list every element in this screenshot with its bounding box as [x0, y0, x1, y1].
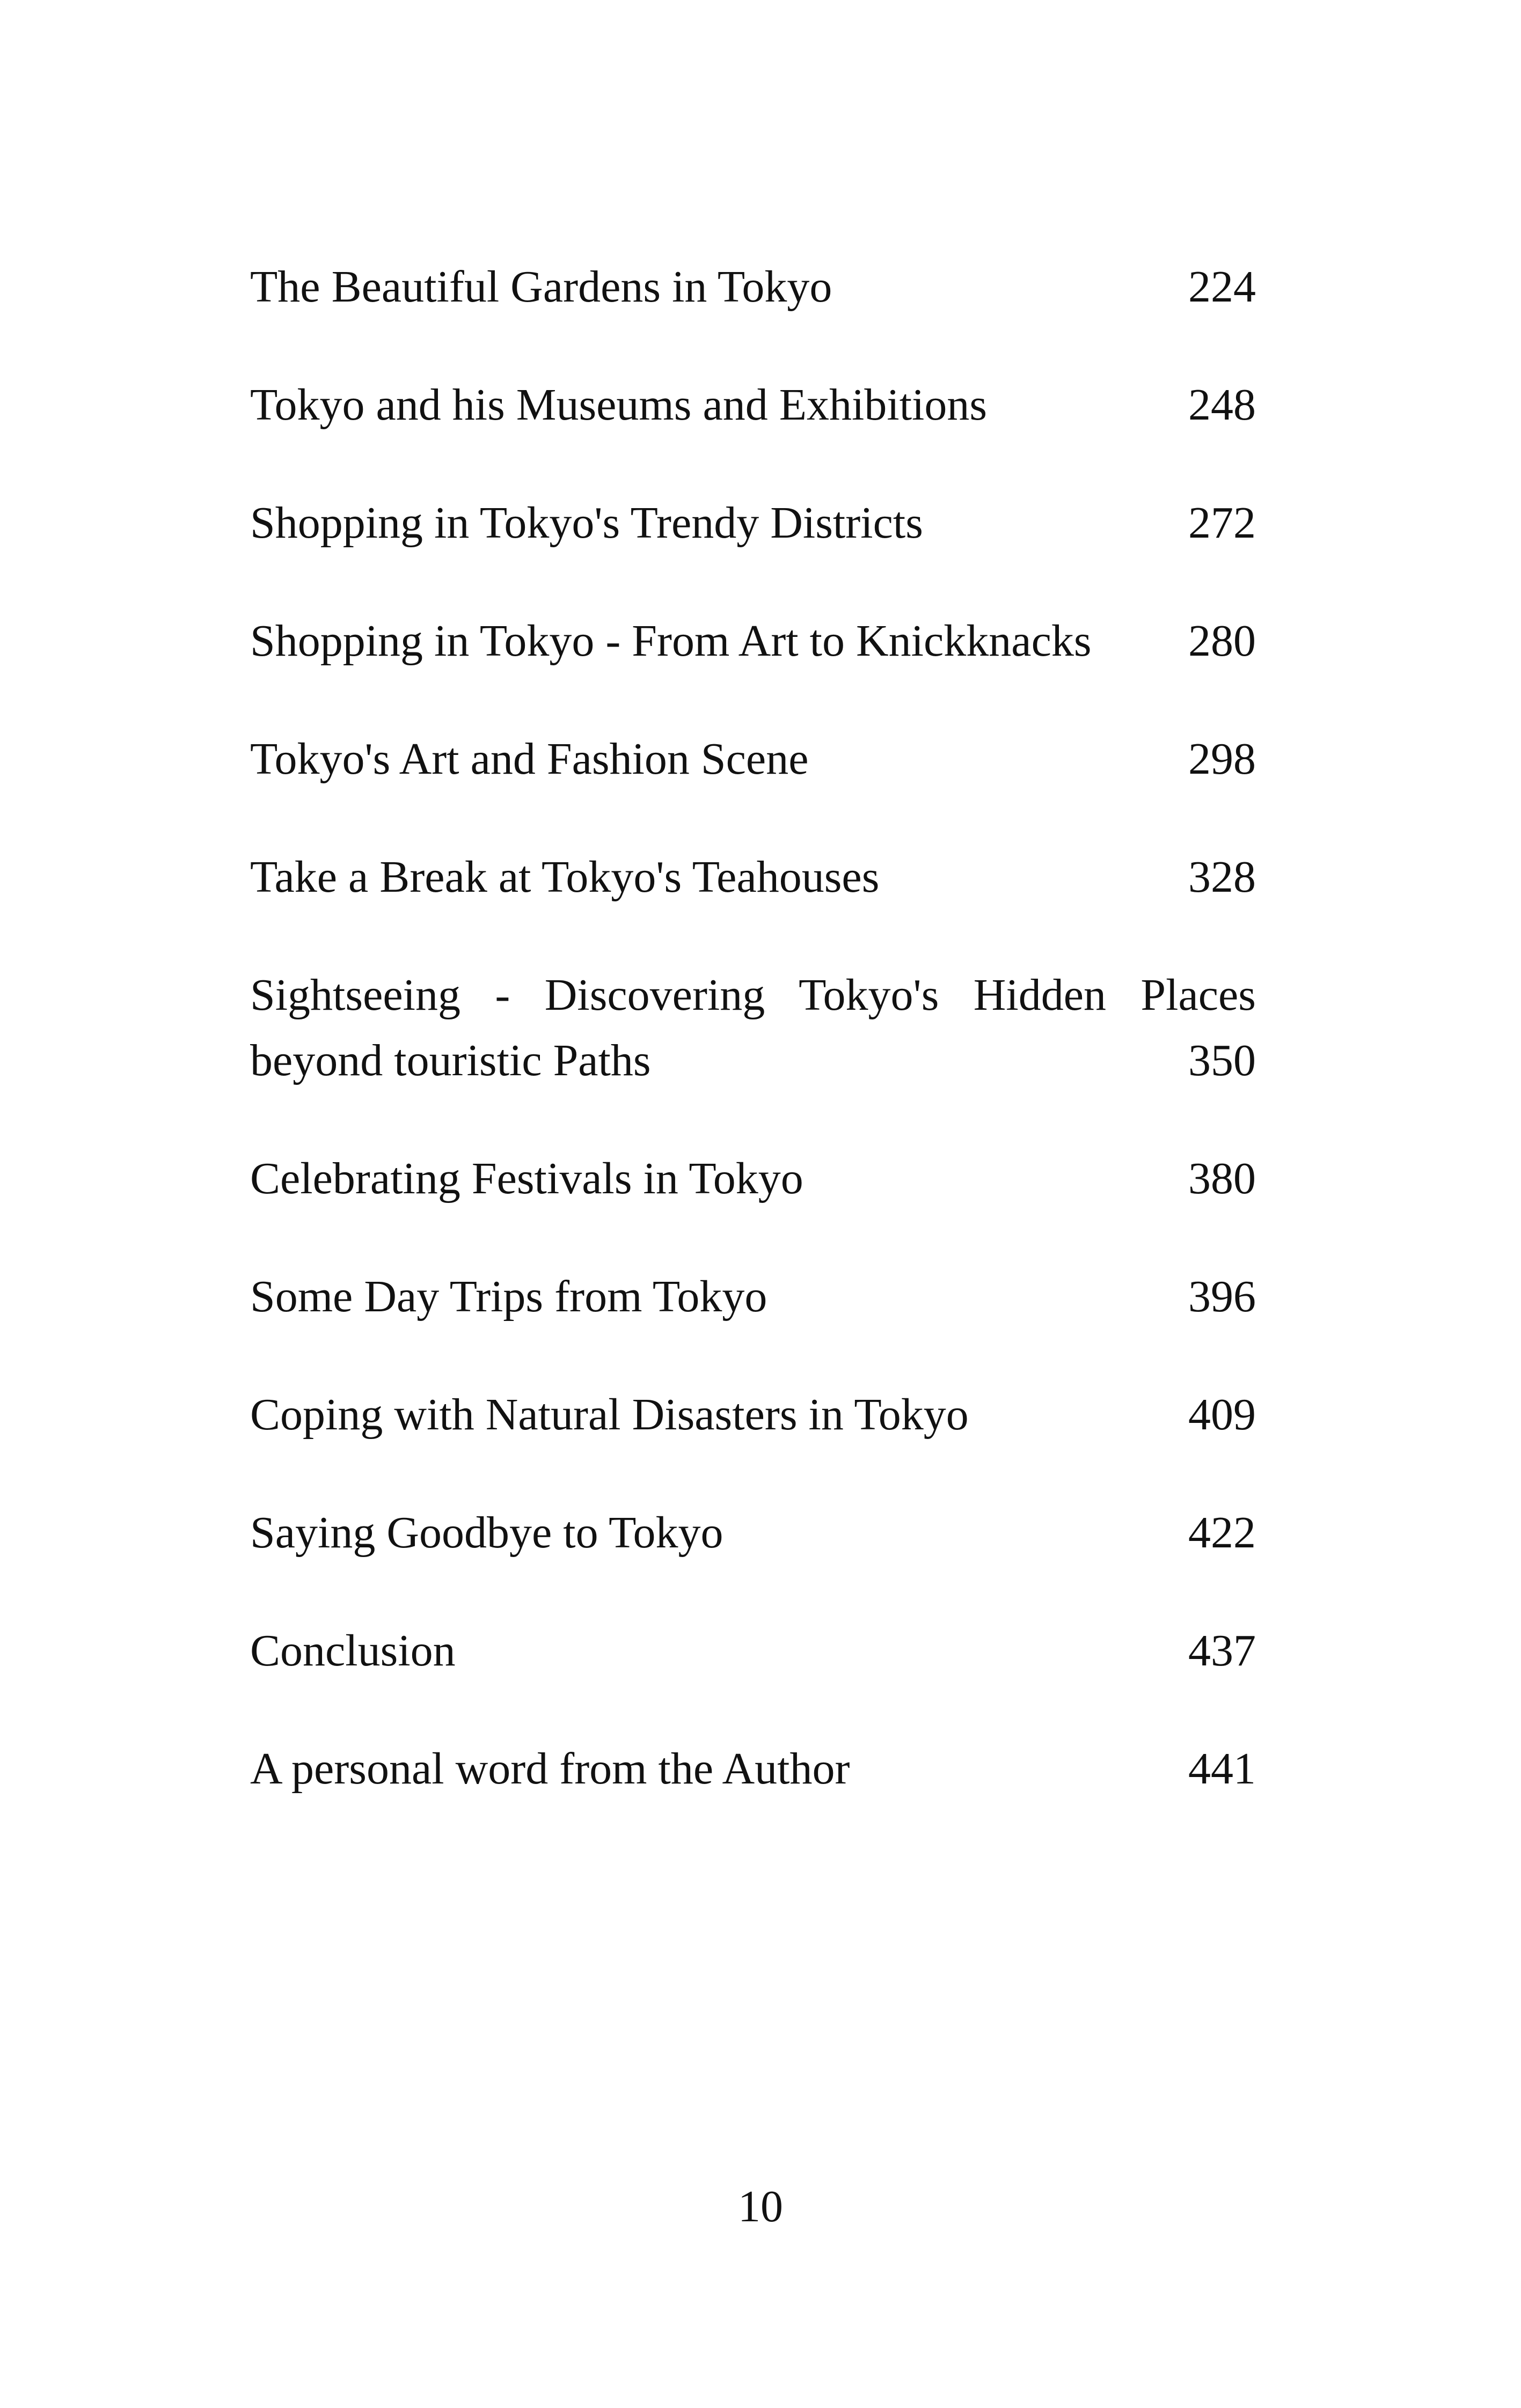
- toc-entry-title: Coping with Natural Disasters in Tokyo: [250, 1390, 969, 1440]
- table-of-contents: [250, 254, 1256, 1854]
- toc-entry[interactable]: [250, 1264, 1256, 1330]
- toc-entry-title: The Beautiful Gardens in Tokyo: [250, 262, 832, 312]
- toc-entry[interactable]: [250, 608, 1256, 674]
- toc-entry[interactable]: [250, 963, 1256, 1093]
- toc-entry[interactable]: [250, 1736, 1256, 1802]
- toc-entry-page: 437: [1188, 1626, 1256, 1676]
- toc-entry-title: Saying Goodbye to Tokyo: [250, 1508, 723, 1558]
- toc-entry-title: Tokyo and his Museums and Exhibitions: [250, 380, 988, 430]
- toc-entry-title: A personal word from the Author: [250, 1744, 850, 1794]
- toc-entry-page: 422: [1188, 1508, 1256, 1558]
- toc-entry-page: 272: [1188, 498, 1256, 548]
- toc-entry-page: 396: [1188, 1272, 1256, 1322]
- toc-entry-page: 248: [1188, 380, 1256, 430]
- toc-entry-title: Sightseeing - Discovering Tokyo's Hidden Places beyond touristic Paths: [250, 970, 1256, 1085]
- toc-entry[interactable]: [250, 726, 1256, 792]
- toc-entry-title: Shopping in Tokyo's Trendy Districts: [250, 498, 923, 548]
- toc-entry[interactable]: [250, 1382, 1256, 1448]
- toc-entry[interactable]: [250, 845, 1256, 910]
- toc-entry-page: 298: [1188, 734, 1256, 784]
- toc-entry-title: Celebrating Festivals in Tokyo: [250, 1154, 803, 1203]
- toc-entry-page: 350: [1188, 1036, 1256, 1085]
- toc-entry-page: 280: [1188, 616, 1256, 666]
- toc-entry-page: 328: [1188, 852, 1256, 902]
- toc-entry[interactable]: [250, 490, 1256, 556]
- toc-entry[interactable]: [250, 1146, 1256, 1212]
- toc-entry-title: Some Day Trips from Tokyo: [250, 1272, 767, 1322]
- toc-entry[interactable]: [250, 1500, 1256, 1566]
- toc-entry[interactable]: [250, 372, 1256, 438]
- toc-entry-title: Conclusion: [250, 1626, 456, 1676]
- toc-entry[interactable]: [250, 254, 1256, 320]
- toc-entry-title: Tokyo's Art and Fashion Scene: [250, 734, 809, 784]
- toc-entry-title: Shopping in Tokyo - From Art to Knickknacks: [250, 616, 1092, 666]
- page-number: 10: [738, 2182, 783, 2231]
- toc-entry-page: 224: [1188, 262, 1256, 312]
- toc-entry-page: 409: [1188, 1390, 1256, 1440]
- toc-entry[interactable]: [250, 1618, 1256, 1684]
- toc-entry-page: 380: [1188, 1154, 1256, 1203]
- toc-entry-page: 441: [1188, 1744, 1256, 1794]
- toc-entry-title: Take a Break at Tokyo's Teahouses: [250, 852, 880, 902]
